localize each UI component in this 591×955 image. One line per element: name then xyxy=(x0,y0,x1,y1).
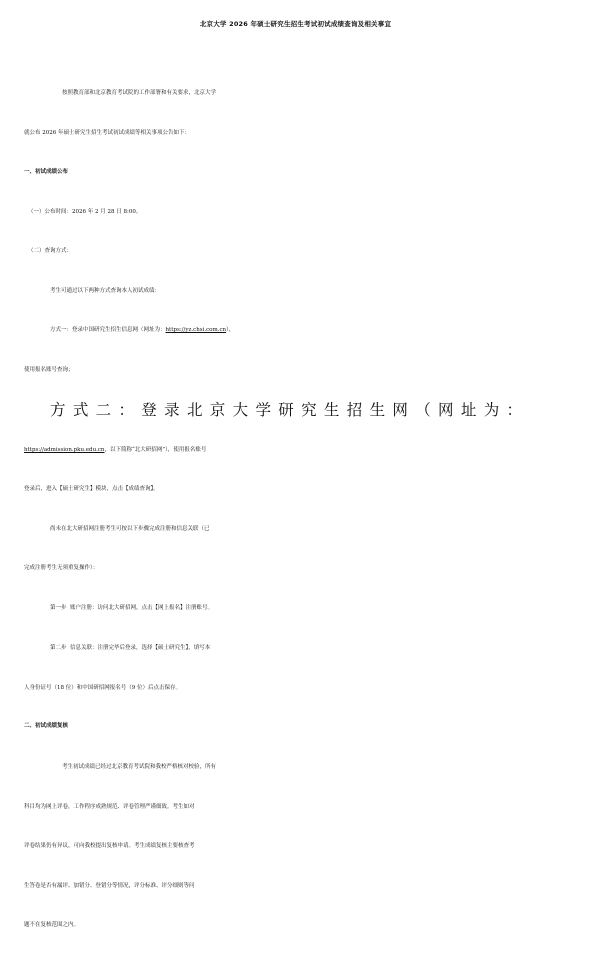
review-paragraph-line: 科目均为网上评卷，工作程序成熟规范、评卷管理严谨细致。考生如对 xyxy=(24,804,195,810)
intro-paragraph-line: 按照教育部和北京教育考试院的工作部署和有关要求，北京大学 xyxy=(62,90,217,96)
chsi-link[interactable]: https://yz.chsi.com.cn xyxy=(165,327,227,333)
method-two-line: 登录后，进入【硕士研究生】模块，点击【成绩查询】。 xyxy=(24,486,159,492)
release-time-item: （一）公布时间：2026 年 2 月 28 日 8:00。 xyxy=(28,209,142,215)
methods-intro: 考生可通过以下两种方式查询本人初试成绩： xyxy=(50,288,161,294)
method-one-prefix: 方式一：登录中国研究生招生信息网（网址为： xyxy=(50,327,166,333)
method-two-line: 方 式 二 ： 登 录 北 京 大 学 研 究 生 招 生 网 （ 网 址 为 ： xyxy=(50,401,524,419)
review-paragraph-line: 评卷结果仍有异议，可向我校提出复核申请。考生成绩复核主要核查考 xyxy=(24,843,195,849)
review-paragraph-line: 生答卷是否有漏评、加错分、登错分等情况，评分标准、评分细则等问 xyxy=(24,883,195,889)
query-method-item: （二）查询方式： xyxy=(28,248,73,254)
method-two-suffix: ，以下简称“北大研招网”），使用报名账号 xyxy=(104,447,207,453)
intro-paragraph-line: 就公布 2026 年硕士研究生招生考试初试成绩等相关事项公告如下： xyxy=(24,130,190,136)
step-one: 第一步 账户注册：访问北大研招网，点击【网上报名】注册账号。 xyxy=(50,605,213,611)
method-one-suffix: ）， xyxy=(226,327,235,333)
section-heading: 一、初试成绩公布 xyxy=(24,169,69,175)
pku-admission-link[interactable]: https://admission.pku.edu.cn xyxy=(24,447,105,453)
review-paragraph-line: 考生初试成绩已经过北京教育考试院和我校严格核对校验，所有 xyxy=(62,764,217,770)
method-one-line xyxy=(50,320,591,340)
section-heading: 二、初试成绩复核 xyxy=(24,723,69,729)
step-two-line: 第二步 信息关联：注册完毕后登录，选择【硕士研究生】，填写本 xyxy=(50,645,211,651)
method-two-line xyxy=(24,440,591,460)
unregistered-line: 尚未在北大研招网注册考生可按以下步骤完成注册和信息关联（已 xyxy=(50,526,210,532)
method-one-line: 使用报名账号查询； xyxy=(24,367,74,373)
unregistered-line: 完成注册考生无须重复操作）： xyxy=(24,565,99,571)
review-paragraph-line: 题不在复核范围之内。 xyxy=(24,922,80,928)
step-two-line: 人身份证号（18 位）和中国研招网报名号（9 位）后点击保存。 xyxy=(24,685,181,691)
page-title: 北京大学 2026 年硕士研究生招生考试初试成绩查询及相关事宜 xyxy=(199,20,392,28)
